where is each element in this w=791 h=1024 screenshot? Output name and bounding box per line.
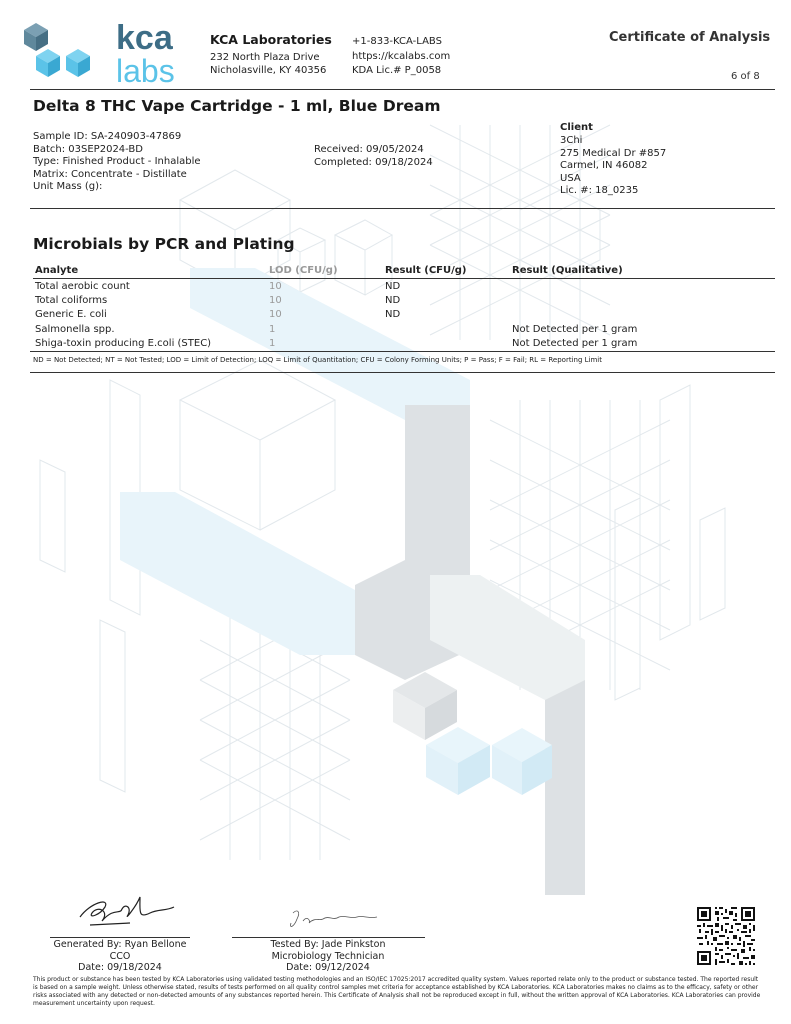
generated-by-date: Date: 09/18/2024 (78, 962, 162, 973)
result-cell: ND (385, 295, 401, 307)
result-cell: ND (385, 309, 401, 321)
address-line-2: Nicholasville, KY 40356 (210, 65, 327, 76)
lod-cell: 1 (269, 338, 276, 350)
company-name: KCA Laboratories (210, 32, 332, 47)
table-row (33, 308, 775, 322)
lod-cell: 10 (269, 280, 282, 292)
qualitative-cell (510, 308, 775, 322)
address-line-1: 232 North Plaza Drive (210, 52, 320, 63)
logo-word-kca: kca (116, 19, 173, 57)
phone-number: +1-833-KCA-LABS (352, 36, 442, 47)
section-title: Microbials by PCR and Plating (33, 235, 295, 253)
qr-code-icon[interactable] (695, 905, 757, 967)
tested-by-date: Date: 09/12/2024 (286, 962, 370, 973)
document-title: Certificate of Analysis (609, 30, 771, 45)
analyte-cell: Total aerobic count (35, 280, 130, 292)
details-divider (30, 208, 775, 209)
tested-by-name: Tested By: Jade Pinkston (270, 939, 386, 950)
qualitative-cell (510, 293, 775, 307)
client-license: Lic. #: 18_0235 (560, 185, 639, 196)
table-row (33, 337, 775, 351)
qualitative-cell: Not Detected per 1 gram (512, 338, 638, 350)
analyte-cell: Shiga-toxin producing E.coli (STEC) (35, 338, 212, 350)
header-lod: LOD (CFU/g) (267, 264, 383, 279)
table-row (33, 279, 775, 294)
analyte-cell: Salmonella spp. (35, 323, 115, 335)
lod-cell: 10 (269, 309, 282, 321)
logo-cubes-icon (24, 23, 90, 77)
lab-license: KDA Lic.# P_0058 (352, 65, 442, 76)
footnote-divider (30, 372, 775, 373)
generated-by-title: CCO (109, 950, 131, 962)
sample-details (33, 131, 201, 194)
kca-labs-logo (20, 16, 192, 86)
date-details (314, 144, 433, 169)
generated-by-signature (70, 885, 180, 935)
table-row (33, 322, 775, 336)
table-bottom-rule (30, 351, 775, 352)
tested-by-title: Microbiology Technician (271, 950, 385, 962)
header-result: Result (CFU/g) (383, 264, 510, 279)
generated-by-block (40, 939, 200, 974)
client-heading: Client (560, 122, 593, 133)
tested-signature-line (232, 937, 425, 938)
product-title: Delta 8 THC Vape Cartridge - 1 ml, Blue Dream (33, 97, 441, 115)
legal-disclaimer: This product or substance has been tested by KCA Laboratories using validated testing methodologies and an ISO/IEC 17025:2017 accredited quality system. Values reported relate only to the product or substance tested. The reported result is based on a sample weight. Unless otherwise stated, results of tests performed on all quality control samples met criteria for acceptance established by KCA Laboratories. KCA Laboratories makes no claims as to the efficacy, safety or other risks associated with any detected or non-detected amounts of any substances reported herein. This Certificate of Analysis shall not be reproduced except in full, without the written approval of KCA Laboratories. KCA Laboratories can provide measurement uncertainty upon request. (33, 976, 761, 1007)
sample-type: Type: Finished Product - Inhalable (33, 156, 201, 167)
result-cell: ND (385, 280, 401, 292)
website-link[interactable]: https://kcalabs.com (352, 51, 451, 62)
unit-mass: Unit Mass (g): (33, 181, 103, 192)
analyte-cell: Generic E. coli (35, 309, 107, 321)
client-street: 275 Medical Dr #857 (560, 147, 667, 159)
received-date: Received: 09/05/2024 (314, 144, 424, 155)
batch: Batch: 03SEP2024-BD (33, 143, 143, 155)
analyte-cell: Total coliforms (35, 295, 108, 307)
abbreviations-footnote: ND = Not Detected; NT = Not Tested; LOD = Limit of Detection; LOQ = Limit of Quantitation; CFU = Colony Forming Units; P = Pass; F = Fail; RL = Reporting Limit (33, 356, 602, 364)
tested-by-block (243, 939, 413, 974)
client-country: USA (560, 172, 581, 184)
result-cell (383, 322, 510, 336)
generated-signature-line (50, 937, 190, 938)
header-analyte: Analyte (33, 264, 267, 279)
result-cell (383, 337, 510, 351)
table-header-row (33, 264, 775, 279)
generated-by-name: Generated By: Ryan Bellone (53, 939, 187, 950)
microbials-table (33, 264, 775, 351)
client-city: Carmel, IN 46082 (560, 160, 648, 171)
header-qualitative: Result (Qualitative) (510, 264, 775, 279)
completed-date: Completed: 09/18/2024 (314, 156, 433, 168)
lod-cell: 10 (269, 295, 282, 307)
header-divider (30, 89, 775, 90)
sample-matrix: Matrix: Concentrate - Distillate (33, 168, 187, 180)
tested-by-signature (285, 905, 385, 935)
client-name: 3Chi (560, 135, 583, 146)
logo-word-labs: labs (116, 53, 175, 86)
page-number: 6 of 8 (731, 71, 760, 82)
table-row (33, 293, 775, 307)
qualitative-cell: Not Detected per 1 gram (512, 323, 638, 335)
lod-cell: 1 (269, 323, 276, 335)
sample-id: Sample ID: SA-240903-47869 (33, 131, 182, 142)
client-details (560, 135, 666, 198)
qualitative-cell (510, 279, 775, 294)
